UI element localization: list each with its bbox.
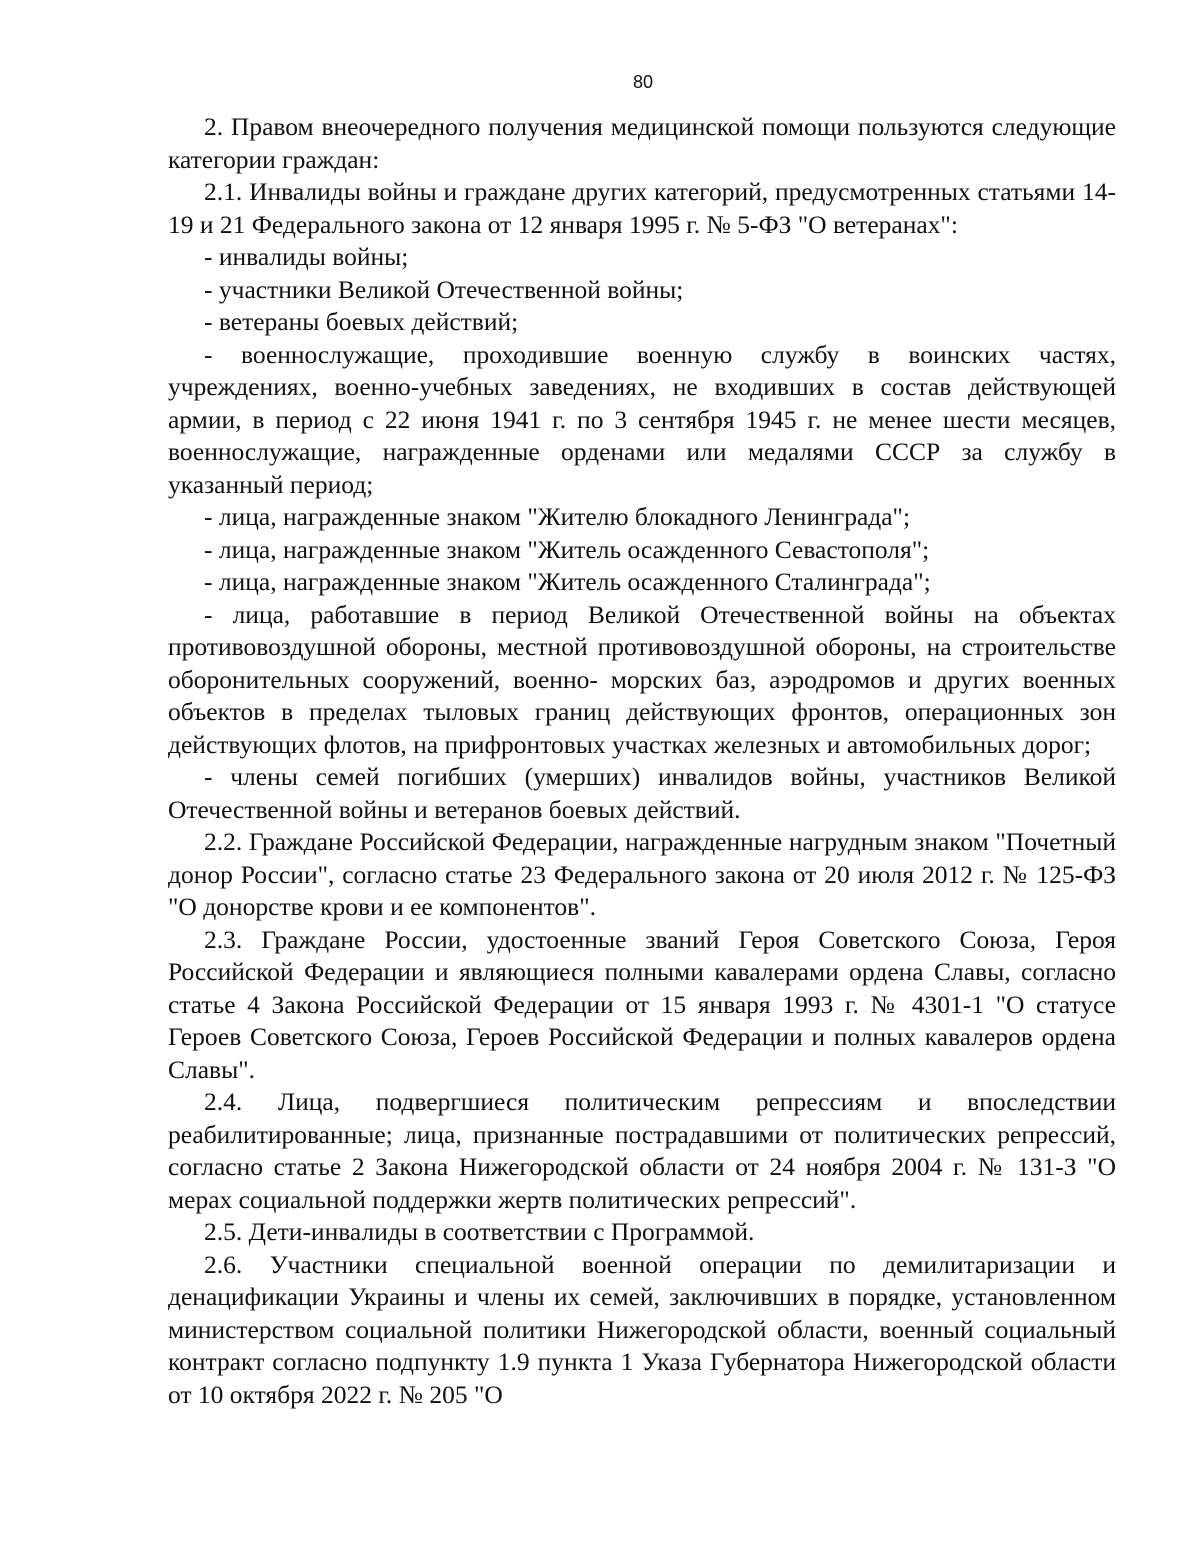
document-body — [168, 111, 1116, 1411]
list-item-combat-veterans: - ветераны боевых действий; — [204, 307, 519, 336]
list-item-ww2-participants: - участники Великой Отечественной войны; — [204, 274, 684, 304]
paragraph-2-1: 2.1. Инвалиды войны и граждане других категорий, предусмотренных статьями 14-19 и 21 Федерального закона от 12 января 1995 г. № 5-ФЗ "О ветеранах": — [168, 177, 1116, 239]
list-item-defense-workers: - лица, работавшие в период Великой Отечественной войны на объектах противовоздушной обороны, местной противовоздушной обороны, на строительстве оборонительных сооружений, военно- морских баз, аэродромов и других военных объектов в пределах тыловых границ действующих фронтов, операционных зон действующих флотов, на прифронтовых участках железных и автомобильных дорог; — [168, 599, 1116, 759]
paragraph-2-3: 2.3. Граждане России, удостоенные званий Героя Советского Союза, Героя Российской Федерации и являющиеся полными кавалерами ордена Славы, согласно статье 4 Закона Российской Федерации от 15 января 1993 г. № 4301-1 "О статусе Героев Советского Союза, Героев Российской Федерации и полных кавалеров ордена Славы". — [168, 924, 1116, 1084]
list-item-sevastopol-badge: - лица, награжденные знаком "Житель осажденного Севастополя"; — [204, 534, 930, 564]
list-item-stalingrad-badge: - лица, награжденные знаком "Житель осажденного Сталинграда"; — [204, 567, 931, 596]
list-item-war-invalids: - инвалиды войны; — [204, 242, 409, 271]
list-item-servicemen: - военнослужащие, проходившие военную службу в воинских частях, учреждениях, военно-учебных заведениях, не входивших в состав действующей армии, в период с 22 июня 1941 г. по 3 сентября 1945 г. не менее шести месяцев, военнослужащие, награжденные орденами или медалями СССР за службу в указанный период; — [168, 339, 1116, 499]
paragraph-2-intro: 2. Правом внеочередного получения медицинской помощи пользуются следующие категории граждан: — [168, 112, 1116, 174]
paragraph-2-2: 2.2. Граждане Российской Федерации, награжденные нагрудным знаком "Почетный донор России", согласно статье 23 Федерального закона от 20 июля 2012 г. № 125-ФЗ "О донорстве крови и ее компонентов". — [168, 827, 1116, 921]
paragraph-2-6: 2.6. Участники специальной военной операции по демилитаризации и денацификации Украины и члены их семей, заключивших в порядке, установленном министерством социальной политики Нижегородской области, военный социальный контракт согласно подпункту 1.9 пункта 1 Указа Губернатора Нижегородской области от 10 октября 2022 г. № 205 "О — [168, 1249, 1116, 1409]
paragraph-2-5: 2.5. Дети-инвалиды в соответствии с Программой. — [204, 1217, 755, 1246]
paragraph-2-4: 2.4. Лица, подвергшиеся политическим репрессиям и впоследствии реабилитированные; лица, признанные пострадавшими от политических репрессий, согласно статье 2 Закона Нижегородской области от 24 ноября 2004 г. № 131-З "О мерах социальной поддержки жертв политических репрессий". — [168, 1087, 1116, 1214]
page-number: 80 — [632, 72, 654, 92]
list-item-leningrad-badge: - лица, награжденные знаком "Жителю блокадного Ленинграда"; — [204, 502, 911, 531]
list-item-family-members: - члены семей погибших (умерших) инвалидов войны, участников Великой Отечественной войны и ветеранов боевых действий. — [168, 762, 1116, 824]
